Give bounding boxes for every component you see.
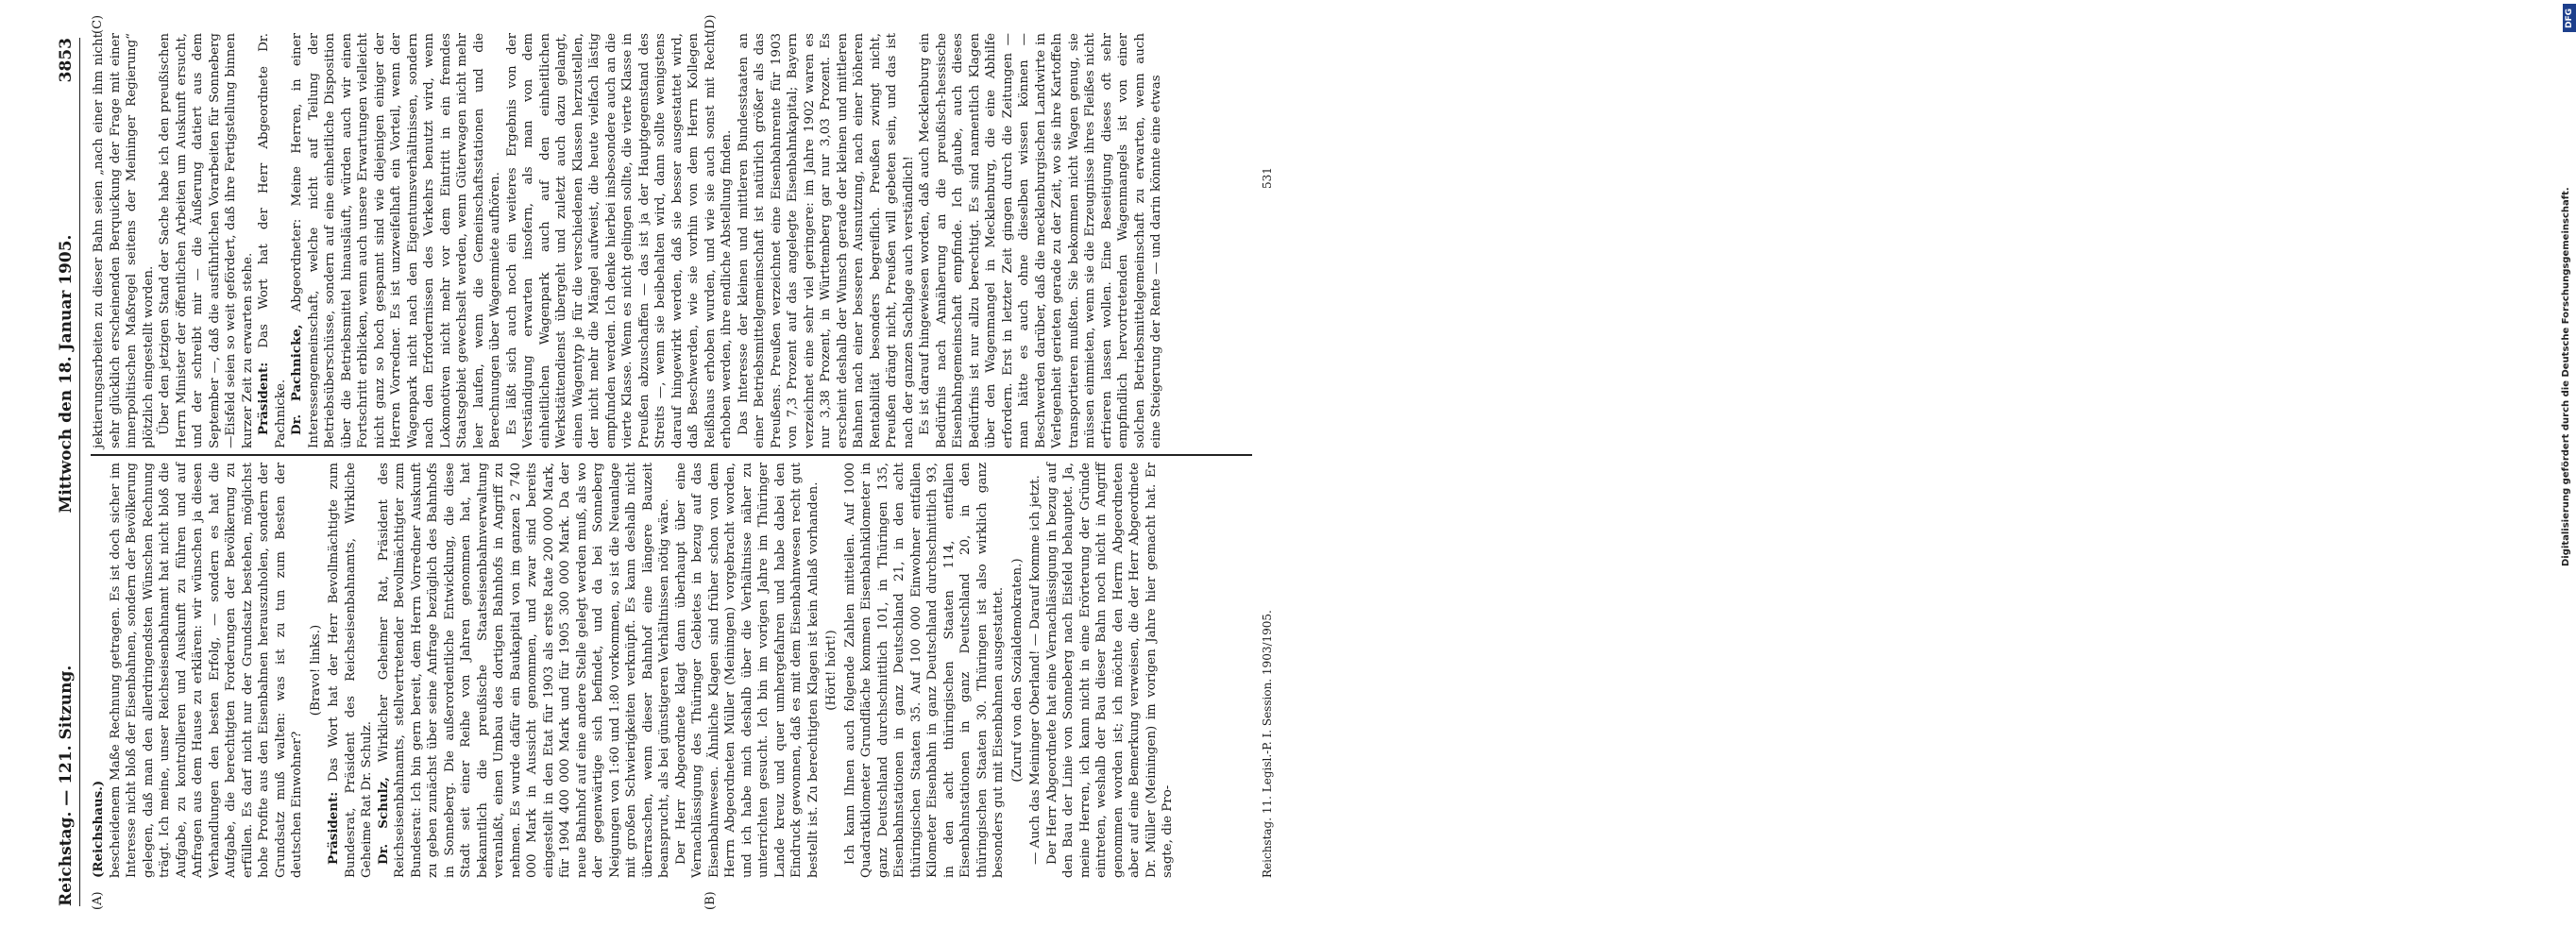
session-footer: Reichstag. 11. Legisl.-P. I. Session. 1903/1905. (1261, 610, 1274, 878)
running-head-left: Reichstag. — 121. Sitzung. (57, 665, 76, 906)
margin-marker-c: (C) (91, 14, 105, 34)
dfg-logo: DFG (2563, 4, 2576, 32)
speaker-name: Dr. Pachnicke, (289, 324, 304, 435)
running-head-date: Mittwoch den 18. Januar 1905. (57, 234, 76, 514)
speech-text: Wirklicher Geheimer Rat, Präsident des Reichseisenbahnamts, stellvertretender Bevollmächtigter zum Bundesrat: Ich bin gern bereit, dem Herrn Vorredner Auskunft zu geben zunächst über seine Anfrage bezüglich des Bahnhofs in Sonneberg. Die außerordentliche Entwicklung, die diese Stadt seit einer Reihe von Jahren genommen hat, hat bekanntlich die preußische Staatseisenbahnverwaltung veranlaßt, einen Umbau des dortigen Bahnhofs in Angriff zu nehmen. Es wurde dafür ein Baukapital von im ganzen 2 740 000 Mark in Aussicht genommen, und zwar sind bereits eingestellt in den Etat für 1903 als erste Rate 200 000 Mark, für 1904 400 000 Mark und für 1905 300 000 Mark. Da der neue Bahnhof auf eine andere Stelle gelegt werden muß, als wo der gegenwärtige sich befindet, und da bei Sonneberg Neigungen von 1:60 und 1:80 vorkommen, so ist die Neuanlage mit großen Schwierigkeiten verknüpft. Es kann deshalb nicht überraschen, wenn dieser Bahnhof eine längere Bauzeit beansprucht, als bei günstigeren Verhältnissen nötig wäre. (376, 463, 671, 878)
speaker-paragraph (289, 33, 504, 448)
column-divider (91, 454, 1252, 456)
interjection: (Bravo! links.) (308, 624, 323, 716)
speaker-name: Präsident: (326, 791, 341, 865)
page-number: 3853 (57, 38, 76, 83)
body-paragraph: Der Herr Abgeordnete hat eine Vernachlässigung in bezug auf den Bau der Linie von Sonneberg nach Eisfeld behauptet. Ja, meine Herren, ich kann nicht in eine Erörterung der Gründe eintreten, weshalb der Bau dieser Bahn noch nicht in Angriff genommen worden ist; ich möchte den Herrn Abgeordneten aber auf eine Bemerkung verweisen, die der Herr Abgeordnete Dr. Müller (Meiningen) im vorigen Jahre hier gemacht hat. Er sagte, die Pro- (1044, 463, 1175, 878)
section-heading: (Reichshaus.) (91, 780, 106, 878)
margin-marker-b: (B) (703, 891, 718, 910)
running-head (49, 38, 80, 906)
speaker-paragraph (326, 463, 376, 878)
speech-text: Das Wort hat der Herr Bevollmächtigte zum Bundesrat, Präsident des Reichseisenbahnamts, Wirkliche Geheime Rat Dr. Schulz. (327, 463, 374, 878)
interjection: (Zuruf von den Sozialdemokraten.) (1009, 558, 1025, 783)
speaker-paragraph (256, 33, 289, 448)
speaker-name: Präsident: (256, 362, 271, 435)
body-paragraph: Es ist darauf hingewiesen worden, daß auch Mecklenburg ein Bedürfnis nach Annäherung an die preußisch-hessische Eisenbahngemeinschaft empfinde. Ich glaube, auch dieses Bedürfnis ist nur allzu berechtigt. Es sind namentlich Klagen über den Wagenmangel in Mecklenburg, die eine Abhilfe erfordern. Erst in letzter Zeit gingen durch die Zeitungen — man hätte es auch ohne dieselben wissen können — Beschwerden darüber, daß die mecklenburgischen Landwirte in Verlegenheit gerieten gerade zu der Zeit, wo sie ihre Kartoffeln transportieren mußten. Sie bekommen nicht Wagen genug, sie müssen einmieten, wenn sie die Erzeugnisse ihres Fleißes nicht erfrieren lassen wollen. Eine Beseitigung dieses oft sehr empfindlich hervortretenden Wagenmangels ist von einer solchen Betriebsmittelgemeinschaft zu erwarten, wenn auch eine Steigerung der Rente — und darin könnte eine etwas (918, 33, 1163, 448)
speech-text: Abgeordneter: Meine Herren, in einer Interessengemeinschaft, welche nicht auf Teilung der Betriebsüberschüsse, sondern auf eine einheitliche Disposition über die Betriebsmittel hinausläuft, würden auch wir einen Fortschritt erblicken, wenn auch unsere Erwartungen vielleicht nicht ganz so hoch gespannt sind wie diejenigen einiger der Herren Vorredner. Es ist unzweifelhaft ein Vorteil, wenn der Wagenpark nicht nach den Eigentumsverhältnissen, sondern nach den Erfordernissen des Verkehrs benutzt wird, wenn Lokomotiven nicht mehr vor dem Eintritt in ein fremdes Staatsgebiet gewechselt werden, wenn Güterwagen nicht mehr leer laufen, wenn die Gemeinschaftsstationen und die Berechnungen über Wagenmiete aufhören. (290, 33, 502, 448)
body-paragraph: — Auch das Meininger Oberland! — Darauf komme ich jetzt. (1028, 475, 1042, 865)
speech-text: Das Wort hat der Herr Abgeordnete Dr. Pachnicke. (257, 33, 288, 448)
body-paragraph: Der Herr Abgeordnete klagt dann überhaupt über eine Vernachlässigung des Thüringer Gebietes in bezug auf das Eisenbahnwesen. Ähnliche Klagen sind früher schon von dem Herrn Abgeordneten Müller (Meiningen) vorgebracht worden, und ich habe mich deshalb über die Verhältnisse näher zu unterrichten gesucht. Ich bin im vorigen Jahre im Thüringer Lande kreuz und quer umhergefahren und habe dabei den Eindruck gewonnen, daß es mit dem Eisenbahnwesen recht gut bestellt ist. Zu berechtigten Klagen ist kein Anlaß vorhanden. (673, 463, 821, 878)
margin-marker-a: (A) (91, 891, 105, 910)
interjection: (Hört! hört!) (824, 630, 839, 711)
digitization-notice: Digitalisierung gefördert durch die Deutsche Forschungsgemeinschaft. (2561, 187, 2571, 566)
body-paragraph: bescheidenem Maße Rechnung getragen. Es ist doch sicher im Interesse nicht bloß der Eisenbahnen, sondern der Bevölkerung gelegen, daß man den allerdringendsten Wünschen Rechnung trägt. Ich meine, unser Reichseisenbahnamt hat nicht bloß die Aufgabe, zu kontrollieren und Auskunft zu führen und auf Anfragen aus dem Hause zu erklären: wir wünschen ja diesen Verhandlungen den besten Erfolg, — sondern es hat die Aufgabe, die berechtigten Forderungen der Bevölkerung zu erfüllen. Es darf nicht nur der Grundsatz bestehen, möglichst hohe Profite aus den Eisenbahnen herauszuholen, sondern der Grundsatz muß walten: was ist zu tun zum Besten der deutschen Einwohner? (108, 463, 304, 878)
right-column (91, 33, 1252, 448)
body-paragraph: Das Interesse der kleinen und mittleren Bundesstaaten an einer Betriebsmittelgemeinschaft ist natürlich größer als das Preußens. Preußen verzeichnet eine Eisenbahnrente für 1903 von 7,3 Prozent auf das angelegte Eisenbahnkapital; Bayern verzeichnet eine sehr viel geringere: im Jahre 1902 waren es nur 3,38 Prozent, in Württemberg gar nur 3,03 Prozent. Es erscheint deshalb der Wunsch gerade der kleinen und mittleren Bahnen nach einer besseren Ausnutzung, nach einer höheren Rentabilität besonders begreiflich. Preußen zwingt nicht, Preußen drängt nicht, Preußen will gebeten sein, und das ist nach der ganzen Sachlage auch verständlich! (736, 33, 916, 448)
body-paragraph: Ich kann Ihnen auch folgende Zahlen mitteilen. Auf 1000 Quadratkilometer Grundfläche kommen Eisenbahnkilometer in ganz Deutschland durchschnittlich 101, in Thüringen 135, Eisenbahnstationen in ganz Deutschland 21, in den acht thüringischen Staaten 35. Auf 100 000 Einwohner entfallen Kilometer Eisenbahn in ganz Deutschland durchschnittlich 93, in den acht thüringischen Staaten 114, entfallen Eisenbahnstationen in ganz Deutschland 20, in den thüringischen Staaten 30. Thüringen ist also wirklich ganz besonders gut mit Eisenbahnen ausgestattet. (842, 463, 1006, 878)
signature-mark: 531 (1261, 167, 1274, 189)
left-column (91, 463, 1252, 878)
body-paragraph: Es läßt sich auch noch ein weiteres Ergebnis von der Verständigung erwarten insofern, als man von dem einheitlichen Wagenpark auch auf den einheitlichen Werkstättendienst übergeht und zuletzt auch dazu gelangt, einen Wagentyp je für die verschiedenen Klassen herzustellen, der nicht mehr die Mängel aufweist, die heute vielfach lästig empfunden werden. Ich denke hierbei insbesondere auch an die vierte Klasse. Wenn es nicht gelingen sollte, die vierte Klasse in Preußen abzuschaffen — das ist ja der Hauptgegenstand des Streits —, wenn sie beibehalten wird, dann sollte wenigstens darauf hingewirkt werden, daß sie besser ausgestattet wird, daß Beschwerden, wie sie vorhin von dem Herrn Kollegen Reißhaus erhoben wurden, und wie sie auch sonst mit Recht erhoben werden, ihre endliche Abstellung finden. (504, 33, 734, 448)
body-paragraph: jektierungsarbeiten zu dieser Bahn seien „nach einer ihm nicht sehr glücklich erscheinenden Berquickung der Frage mit einer innerpolitischen Maßregel seitens der Meininger Regierung“ plötzlich eingestellt worden. (92, 33, 156, 448)
speaker-name: Dr. Schulz, (375, 777, 391, 865)
body-paragraph: Über den jetzigen Stand der Sache habe ich den preußischen Herrn Minister der öffentlichen Arbeiten um Auskunft ersucht, und der schreibt mir — die Äußerung datiert aus dem September —, daß die ausführlichen Vorarbeiten für Sonneberg—Eisfeld seien so weit gefördert, daß ihre Fertigstellung binnen kurzer Zeit zu erwarten stehe. (158, 33, 255, 448)
margin-marker-d: (D) (703, 14, 718, 34)
speaker-paragraph (376, 463, 673, 878)
